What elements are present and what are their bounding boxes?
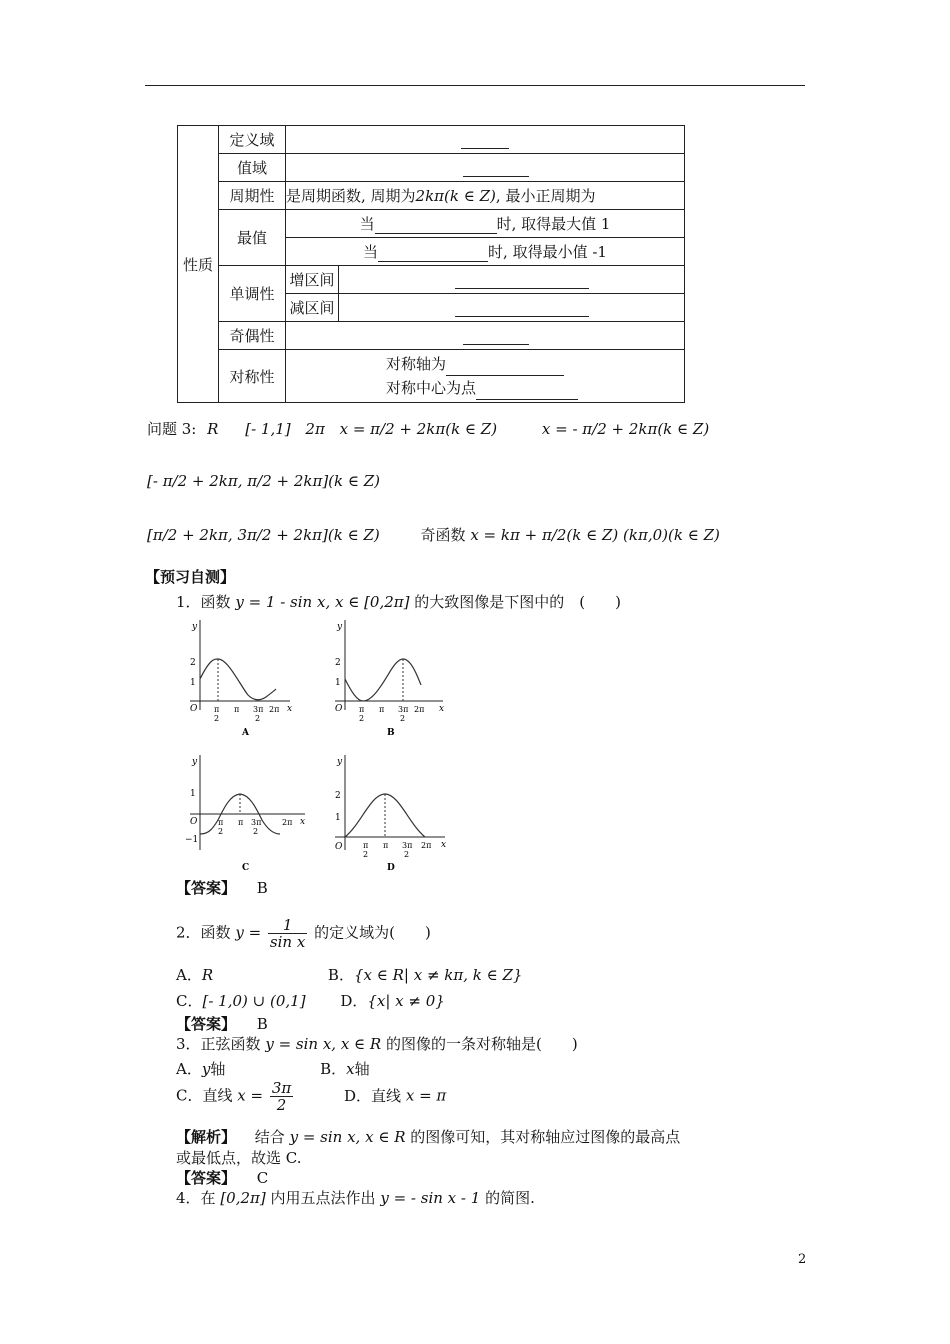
svg-text:3π: 3π xyxy=(253,705,264,714)
svg-text:1: 1 xyxy=(335,678,341,688)
svg-text:O: O xyxy=(190,817,198,827)
p2-opt-b: {x ∈ R| x ≠ kπ, k ∈ Z} xyxy=(353,966,523,984)
min-prefix: 当 xyxy=(363,243,379,261)
symmetry-cell xyxy=(286,350,685,403)
p3-opt-c-fraction xyxy=(270,1080,293,1113)
p3-opt-c-num: 3π xyxy=(271,1079,292,1097)
p3-opt-c-lhs: x = xyxy=(237,1086,264,1105)
graph-a xyxy=(190,620,292,738)
p2-opt-d: {x| x ≠ 0} xyxy=(367,992,445,1010)
p2-answer-value: B xyxy=(256,1015,268,1033)
p3-formula: y = sin x, x ∈ R xyxy=(265,1035,382,1053)
svg-text:π: π xyxy=(214,705,220,714)
p3-opt-d: D．直线 xyxy=(344,1086,402,1105)
p2-lhs: y = xyxy=(235,923,262,942)
period-cell xyxy=(286,182,685,210)
svg-text:x: x xyxy=(300,817,306,827)
svg-text:2: 2 xyxy=(335,658,341,668)
dec-cell xyxy=(339,294,685,322)
p2-stem xyxy=(176,917,431,950)
mono-label: 单调性 xyxy=(219,266,286,322)
p4-formula: y = - sin x - 1 xyxy=(380,1189,481,1207)
p3-opt-d-expr: x = π xyxy=(405,1086,447,1105)
svg-text:x: x xyxy=(287,704,293,714)
p3-analysis-b: 的图像可知，其对称轴应过图像的最高点 xyxy=(410,1128,681,1146)
svg-text:2: 2 xyxy=(363,850,369,859)
p2-opt-c-label: C． xyxy=(176,992,203,1010)
p3-answer-label: 【答案】 xyxy=(176,1169,237,1187)
p1-stem-b: 的大致图像是下图中的 ( ) xyxy=(414,593,621,611)
q3-r: R xyxy=(207,420,219,438)
q3-sym-axis: x = kπ + π/2(k ∈ Z) xyxy=(470,526,619,544)
q3-label: 问题 3: xyxy=(147,420,197,438)
max-cell xyxy=(286,210,685,238)
svg-text:O: O xyxy=(335,704,343,714)
p2-fraction xyxy=(268,917,307,950)
p3-opt-b-var: x xyxy=(346,1060,355,1078)
p3-opt-a: A． xyxy=(176,1060,202,1078)
q3-odd: 奇函数 xyxy=(420,526,466,544)
graph-label-d: D xyxy=(387,863,395,873)
svg-text:3π: 3π xyxy=(402,841,413,850)
q3-line-3 xyxy=(147,524,720,545)
q3-sym-center: (kπ,0)(k ∈ Z) xyxy=(623,526,720,544)
p2-opt-c: [- 1,0) ∪ (0,1] xyxy=(202,992,306,1010)
svg-text:π: π xyxy=(234,705,240,714)
svg-text:π: π xyxy=(379,705,385,714)
symmetry-label: 对称性 xyxy=(219,350,286,403)
p3-opt-c: C．直线 xyxy=(176,1086,233,1105)
min-cell xyxy=(286,238,685,266)
p1-stem-a: 1．函数 xyxy=(176,593,231,611)
q3-range: [- 1,1] xyxy=(245,420,291,438)
inc-label: 增区间 xyxy=(286,266,339,294)
p3-analysis-label: 【解析】 xyxy=(176,1128,237,1146)
q3-line-1 xyxy=(147,418,709,439)
svg-text:π: π xyxy=(359,705,365,714)
p1-answer xyxy=(176,877,268,898)
graph-b xyxy=(335,620,444,738)
svg-text:2: 2 xyxy=(404,850,410,859)
p2-opt-a: R xyxy=(201,966,214,984)
svg-text:2: 2 xyxy=(359,714,365,723)
svg-text:π: π xyxy=(238,818,244,827)
dec-label: 减区间 xyxy=(286,294,339,322)
p3-opt-b: B． xyxy=(320,1060,347,1078)
svg-text:2π: 2π xyxy=(421,841,432,850)
svg-text:π: π xyxy=(363,841,369,850)
p4-stem-c: 的简图. xyxy=(485,1189,535,1207)
p3-answer-value: C xyxy=(256,1169,269,1187)
svg-text:1: 1 xyxy=(190,789,196,799)
graph-label-b: B xyxy=(387,728,395,738)
svg-text:2π: 2π xyxy=(414,705,425,714)
properties-table xyxy=(177,125,685,403)
p4-interval: [0,2π] xyxy=(220,1189,266,1207)
svg-text:2: 2 xyxy=(253,827,259,836)
period-text-a: 是周期函数, 周期为 xyxy=(286,187,416,205)
p3-opt-a-var: y xyxy=(201,1060,211,1078)
section-title: 【预习自测】 xyxy=(145,568,236,586)
header-rule xyxy=(145,85,805,86)
parity-label: 奇偶性 xyxy=(219,322,286,350)
p3-opt-b-tail: 轴 xyxy=(354,1060,370,1078)
graph-c xyxy=(185,755,305,873)
svg-text:π: π xyxy=(218,818,224,827)
p3-options-cd xyxy=(176,1080,446,1113)
svg-text:1: 1 xyxy=(335,813,341,823)
q3-max-x: x = π/2 + 2kπ(k ∈ Z) xyxy=(339,420,498,438)
p1-stem xyxy=(176,591,621,612)
domain-cell xyxy=(286,126,685,154)
p2-opt-b-label: B． xyxy=(327,966,354,984)
svg-text:2: 2 xyxy=(218,827,224,836)
center-text: 对称中心为点 xyxy=(386,379,477,397)
graph-label-a: A xyxy=(242,728,249,738)
p2-opt-d-label: D． xyxy=(340,992,368,1010)
p3-opt-c-den: 2 xyxy=(276,1096,287,1114)
svg-text:y: y xyxy=(337,622,343,632)
p3-analysis-a: 结合 xyxy=(254,1128,285,1146)
svg-text:π: π xyxy=(383,841,389,850)
svg-text:x: x xyxy=(441,840,447,850)
p2-answer xyxy=(176,1013,268,1034)
svg-text:3π: 3π xyxy=(398,705,409,714)
page-number: 2 xyxy=(798,1252,807,1267)
p2-stem-a: 2．函数 xyxy=(176,923,231,942)
p3-opt-a-tail: 轴 xyxy=(210,1060,226,1078)
range-label: 值域 xyxy=(219,154,286,182)
p1-formula: y = 1 - sin x, x ∈ [0,2π] xyxy=(235,593,410,611)
p4-stem xyxy=(176,1187,535,1208)
max-suffix: 时, 取得最大值 1 xyxy=(496,215,611,233)
p3-stem-b: 的图像的一条对称轴是( ) xyxy=(386,1035,578,1053)
svg-text:3π: 3π xyxy=(251,818,262,827)
p1-answer-label: 【答案】 xyxy=(176,879,237,897)
p2-options-ab xyxy=(176,964,522,985)
p3-analysis xyxy=(176,1126,680,1147)
svg-text:−1: −1 xyxy=(185,835,199,845)
p2-stem-b: 的定义域为( ) xyxy=(314,923,431,942)
svg-text:O: O xyxy=(190,704,198,714)
svg-text:2π: 2π xyxy=(269,705,280,714)
p3-analysis-formula: y = sin x, x ∈ R xyxy=(289,1128,406,1146)
p1-graphs xyxy=(170,615,470,875)
graph-d xyxy=(335,755,446,873)
range-cell xyxy=(286,154,685,182)
svg-text:y: y xyxy=(192,622,198,632)
parity-cell xyxy=(286,322,685,350)
group-label: 性质 xyxy=(178,126,219,403)
p2-opt-a-label: A． xyxy=(176,966,202,984)
svg-text:2: 2 xyxy=(255,714,261,723)
p3-stem-a: 3．正弦函数 xyxy=(176,1035,261,1053)
p2-answer-label: 【答案】 xyxy=(176,1015,237,1033)
domain-label: 定义域 xyxy=(219,126,286,154)
p2-den: sin x xyxy=(269,933,306,951)
svg-text:2: 2 xyxy=(400,714,406,723)
inc-cell xyxy=(339,266,685,294)
axis-text: 对称轴为 xyxy=(386,355,447,373)
q3-dec-interval: [π/2 + 2kπ, 3π/2 + 2kπ](k ∈ Z) xyxy=(147,526,380,544)
q3-min-x: x = - π/2 + 2kπ(k ∈ Z) xyxy=(541,420,710,438)
svg-text:2: 2 xyxy=(335,791,341,801)
svg-text:1: 1 xyxy=(190,678,196,688)
svg-text:2: 2 xyxy=(214,714,220,723)
svg-text:2π: 2π xyxy=(282,818,293,827)
q3-inc-interval: [- π/2 + 2kπ, π/2 + 2kπ](k ∈ Z) xyxy=(147,472,381,490)
q3-period: 2π xyxy=(305,420,325,438)
extreme-label: 最值 xyxy=(219,210,286,266)
graph-label-c: C xyxy=(242,863,250,873)
p2-options-cd xyxy=(176,990,445,1011)
svg-text:y: y xyxy=(192,757,198,767)
p4-stem-b: 内用五点法作出 xyxy=(270,1189,376,1207)
period-formula: 2kπ(k ∈ Z) xyxy=(415,187,496,205)
p3-analysis-c: 或最低点，故选 C. xyxy=(176,1149,302,1167)
svg-text:2: 2 xyxy=(190,658,196,668)
max-prefix: 当 xyxy=(359,215,375,233)
p4-stem-a: 4．在 xyxy=(176,1189,216,1207)
period-label: 周期性 xyxy=(219,182,286,210)
p1-answer-value: B xyxy=(256,879,268,897)
p3-options-ab xyxy=(176,1058,370,1079)
period-text-b: , 最小正周期为 xyxy=(495,187,596,205)
p3-answer xyxy=(176,1167,268,1188)
p2-num: 1 xyxy=(268,917,307,934)
svg-text:x: x xyxy=(439,704,445,714)
svg-text:y: y xyxy=(337,757,343,767)
min-suffix: 时, 取得最小值 -1 xyxy=(488,243,607,261)
p3-stem xyxy=(176,1033,578,1054)
svg-text:O: O xyxy=(335,842,343,852)
